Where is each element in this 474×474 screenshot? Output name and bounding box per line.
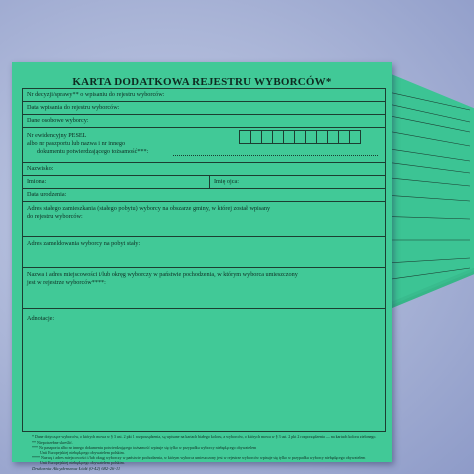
row-personal [23,115,385,128]
label-stay: Adres zameldowania wyborcy na pobyt stały: [27,240,141,247]
label-names: Imiona: [27,178,47,185]
row-stay [23,237,385,268]
label-id-2: albo nr paszportu lub nazwa i nr innego [27,140,126,147]
label-origin-2: jest w rejestrze wyborców****: [27,279,106,286]
label-id-1: Nr ewidencyjny PESEL [27,132,87,139]
card-title: KARTA DODATKOWA REJESTRU WYBORCÓW* [72,76,332,88]
label-origin-1: Nazwa i adres miejscowości i/lub okręg wyborczy w państwie pochodzenia, w którym wyborca umieszczony [27,271,298,278]
voter-register-card [12,62,392,471]
row-identity [23,128,385,163]
row-decision [23,89,385,102]
printer-imprint: Drukarnia Akcydensowa Łódź (0-42) 682-26-11 [32,466,121,471]
form-grid [22,88,386,432]
label-personal: Dane osobowe wyborcy: [27,117,89,124]
label-address-2: do rejestru wyborców: [27,213,83,220]
row-names [23,176,385,189]
footnote-4: Unii Europejskiej niebędącego obywatelem polskim. [40,450,125,455]
row-date-entry [23,102,385,115]
label-birth: Data urodzenia: [27,191,67,198]
row-origin [23,268,385,309]
row-notes [23,309,385,429]
footnote-5: **** Nazwę i adres miejscowości i/lub okręg wyborczy w państwie pochodzenia, w którym wyborca umieszczony jest w rejestrze wyborców wpisuje się tylko w przypadku wyborcy niebędącego obywatelem [32,455,366,460]
pesel-boxes[interactable] [240,130,361,144]
row-birth [23,189,385,202]
label-date-entry: Data wpisania do rejestru wyborców: [27,104,120,111]
footnote-3: *** Nr paszportu albo nr innego dokumentu potwierdzającego tożsamość wpisuje się tylko w przypadku wyborcy niebędącego obywatelem [32,445,257,450]
footnote-2: ** Niepotrzebne skreślić. [32,440,73,445]
footnote-6: Unii Europejskiej niebędącego obywatelem polskim. [40,460,125,465]
label-father: Imię ojca: [214,178,239,185]
label-notes: Adnotacje: [27,315,55,322]
label-id-3: dokumentu potwierdzającego tożsamość***: [37,148,149,155]
row-address [23,202,385,237]
label-address-1: Adres stałego zamieszkania (stałego pobytu) wyborcy na obszarze gminy, w której został wpisany [27,205,271,212]
label-decision: Nr decyzji/sprawy** o wpisaniu do rejestru wyborców: [27,91,165,98]
row-surname [23,163,385,176]
label-surname: Nazwisko: [27,165,54,172]
footnote-1: * Dane dotyczące wyborców, o których mowa w § 3 ust. 2 pkt 1 rozporządzenia, są wpisane na kartach białego koloru, a wyborców, o których mowa w § 3 ust. 2 pkt 2 rozporządzenia — na kartach koloru zielonego. [32,434,377,439]
